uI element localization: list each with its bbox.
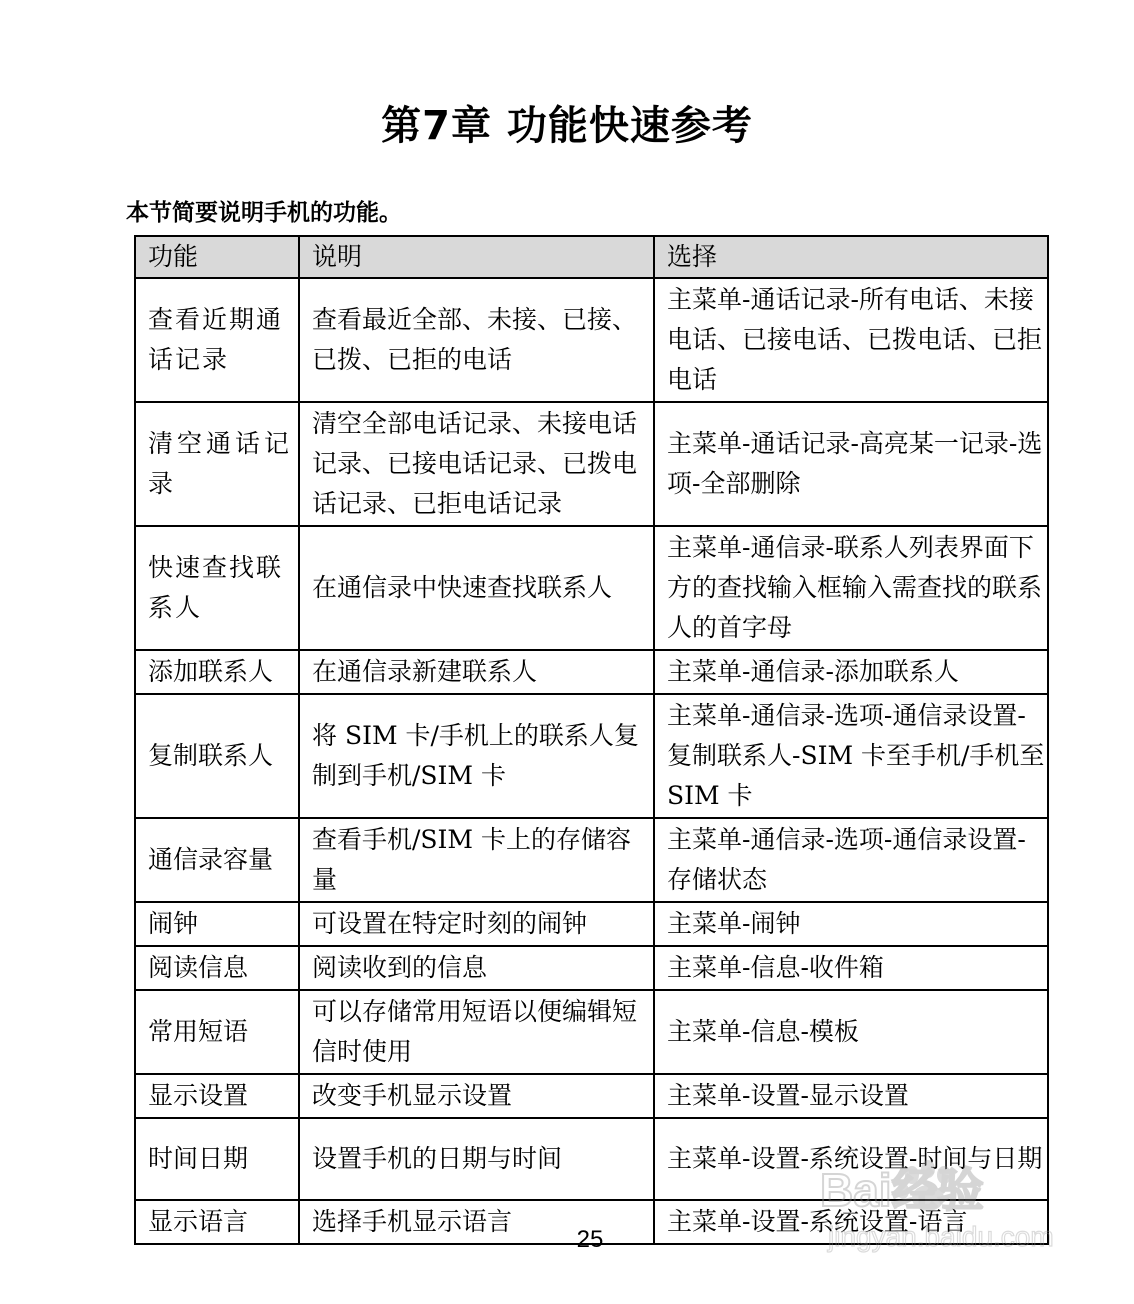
path-cell: 主菜单-通话记录-高亮某一记录-选项-全部删除 <box>654 402 1048 526</box>
table-row <box>135 990 1048 1074</box>
path-cell: 主菜单-通信录-选项-通信录设置-复制联系人-SIM 卡至手机/手机至 SIM 卡 <box>654 694 1048 818</box>
page-number: 25 <box>576 1226 604 1253</box>
path-cell: 主菜单-通信录-选项-通信录设置-存储状态 <box>654 818 1048 902</box>
section-intro: 本节简要说明手机的功能。 <box>126 200 402 226</box>
table-row <box>135 278 1048 402</box>
table-row <box>135 526 1048 650</box>
path-cell: 主菜单-通信录-添加联系人 <box>654 650 1048 694</box>
path-cell: 主菜单-信息-模板 <box>654 990 1048 1074</box>
feature-cell: 阅读信息 <box>135 946 299 990</box>
description-cell: 可设置在特定时刻的闹钟 <box>299 902 654 946</box>
description-cell: 查看手机/SIM 卡上的存储容量 <box>299 818 654 902</box>
header-feature: 功能 <box>135 236 299 278</box>
path-cell: 主菜单-设置-系统设置-时间与日期 <box>654 1118 1048 1200</box>
table-row <box>135 402 1048 526</box>
description-cell: 在通信录新建联系人 <box>299 650 654 694</box>
table-row <box>135 902 1048 946</box>
feature-cell: 查看近期通话记录 <box>135 278 299 402</box>
feature-cell: 快速查找联系人 <box>135 526 299 650</box>
description-cell: 清空全部电话记录、未接电话记录、已接电话记录、已拨电话记录、已拒电话记录 <box>299 402 654 526</box>
feature-cell: 通信录容量 <box>135 818 299 902</box>
feature-cell: 显示设置 <box>135 1074 299 1118</box>
table-row <box>135 694 1048 818</box>
path-cell: 主菜单-通话记录-所有电话、未接电话、已接电话、已拨电话、已拒电话 <box>654 278 1048 402</box>
table-header-row <box>135 236 1048 278</box>
description-cell: 改变手机显示设置 <box>299 1074 654 1118</box>
path-cell: 主菜单-设置-系统设置-语言 <box>654 1200 1048 1244</box>
chapter-title: 第7章 功能快速参考 <box>381 103 753 149</box>
path-cell: 主菜单-设置-显示设置 <box>654 1074 1048 1118</box>
table-row <box>135 1118 1048 1200</box>
feature-cell: 闹钟 <box>135 902 299 946</box>
description-cell: 查看最近全部、未接、已接、已拨、已拒的电话 <box>299 278 654 402</box>
description-cell: 阅读收到的信息 <box>299 946 654 990</box>
feature-reference-table <box>134 235 1049 1245</box>
table-row <box>135 1074 1048 1118</box>
feature-cell: 添加联系人 <box>135 650 299 694</box>
feature-cell: 显示语言 <box>135 1200 299 1244</box>
table-row <box>135 818 1048 902</box>
table-row <box>135 946 1048 990</box>
path-cell: 主菜单-闹钟 <box>654 902 1048 946</box>
description-cell: 选择手机显示语言 <box>299 1200 654 1244</box>
feature-cell: 复制联系人 <box>135 694 299 818</box>
header-selection: 选择 <box>654 236 1048 278</box>
feature-cell: 清空通话记录 <box>135 402 299 526</box>
header-description: 说明 <box>299 236 654 278</box>
description-cell: 在通信录中快速查找联系人 <box>299 526 654 650</box>
table-row <box>135 650 1048 694</box>
watermark-url: jingyan.baidu.com <box>828 1221 1054 1252</box>
feature-cell: 时间日期 <box>135 1118 299 1200</box>
description-cell: 可以存储常用短语以便编辑短信时使用 <box>299 990 654 1074</box>
description-cell: 设置手机的日期与时间 <box>299 1118 654 1200</box>
description-cell: 将 SIM 卡/手机上的联系人复制到手机/SIM 卡 <box>299 694 654 818</box>
path-cell: 主菜单-信息-收件箱 <box>654 946 1048 990</box>
watermark-brand: Bai经验 <box>820 1164 984 1216</box>
path-cell: 主菜单-通信录-联系人列表界面下方的查找输入框输入需查找的联系人的首字母 <box>654 526 1048 650</box>
feature-cell: 常用短语 <box>135 990 299 1074</box>
